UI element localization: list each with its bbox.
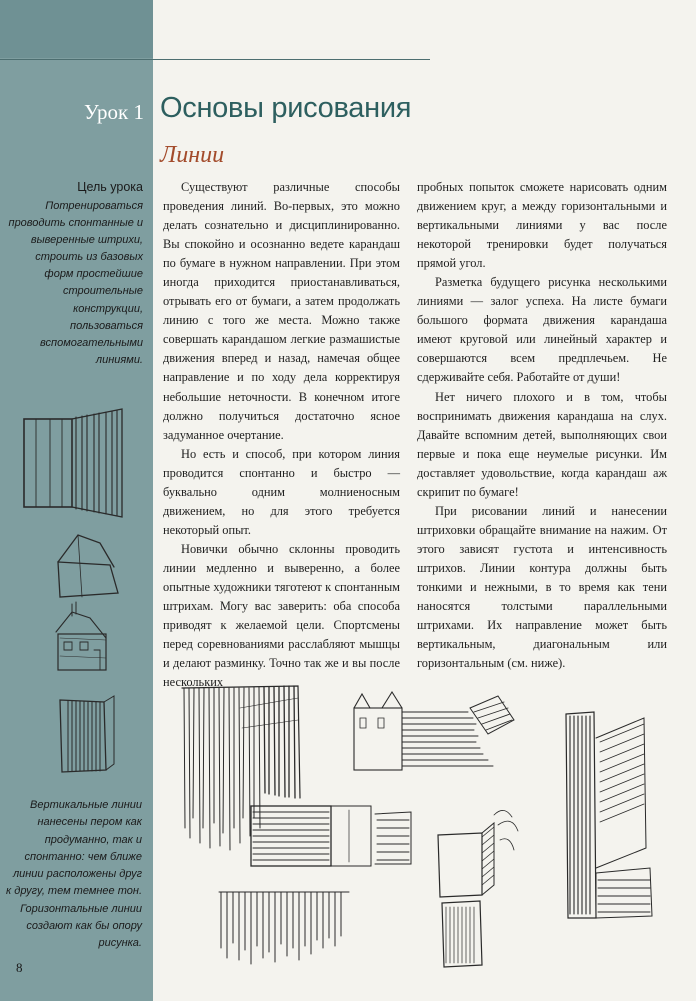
sketch-house-outline <box>48 527 128 602</box>
sketch-box-vertical-lines <box>16 405 136 520</box>
paragraph: Разметка будущего рисунка несколькими линиями — залог успеха. На листе бумаги большого формата движения карандаша имеют круговой или линейный характер и совершаются всем предплечьем. Не сдерживайте себя. Работайте от души! <box>417 275 667 385</box>
sketch-dark-box <box>52 692 122 777</box>
paragraph: При рисовании линий и нанесении штриховки обращайте внимание на нажим. От этого зависят густота и интенсивность штрихов. Линии контура должны быть тонкими и нежными, в то время как тени наносятся толстыми параллельными штрихами. Их направление может быть вертикальным, диагональным или горизонтальным (см. ниже). <box>417 503 667 671</box>
section-subtitle: Линии <box>160 142 225 168</box>
page-number: 8 <box>16 960 23 975</box>
lesson-goal-title: Цель урока <box>77 180 143 194</box>
paragraph: Существуют различные способы проведения линий. Во-первых, это можно делать сознательно и дисциплинированно. Вы спокойно и осознанно ведете карандаш по бумаге в нужном направлении. При этом иногда приходится приостанавливаться, отрывать его от бумаги, а затем продолжать линию с того же места. Можно также совершать карандашом легкие размашистые движения вперед и назад, намечая общее направление и по ходу дела корректируя небольшие неточности. В конечном итоге должно получиться достаточно ясное задуманное очертание. <box>163 180 400 442</box>
sketch-horizontal-hatching-block <box>245 800 415 875</box>
sketch-vertical-lines-strip <box>215 888 355 968</box>
page-title: Основы рисования <box>160 92 412 124</box>
paragraph: пробных попыток сможете нарисовать одним движением круг, а между горизонтальными и вертикальными линиями у вас после некоторой тренировки будет получаться прямой угол. <box>417 180 667 271</box>
illustration-caption: Вертикальные линии нанесены пером как продуманно, так и спонтанно: чем ближе линии расположены друг к другу, тем темнее тон. Горизонтальные линии создают как бы опору рисунка. <box>6 799 142 950</box>
lesson-goal-text: Потренироваться проводить спонтанные и выверенные штрихи, строить из базовых форм простейшие строительные конструкции, пользоваться вспомогательными линиями. <box>8 200 143 366</box>
paragraph: Нет ничего плохого и в том, чтобы воспринимать движения карандаша на слух. Давайте вспомним детей, выполняющих свои первые и пока еще неумелые рисунки. Им доставляет удовольствие, когда карандаш аж скрипит по бумаге! <box>417 389 667 499</box>
sketch-house-detailed <box>50 594 130 674</box>
paragraph: Но есть и способ, при котором линия проводится спонтанно и быстро — буквально одним молниеносным движением, но для этого требуется некоторый опыт. <box>163 446 400 537</box>
sketch-house-horizontal-hatching <box>348 688 518 778</box>
sketch-shaded-cube <box>432 795 542 970</box>
paragraph: Новички обычно склонны проводить линии медленно и выверенно, а более опытные художники тяготеют к спонтанным штрихам. Могу вас заверить: оба способа приводят к желаемой цели. Спортсмены перед соревнованиями расслабляют мышцы и делают разминку. Точно так же и вы после нескольких <box>163 541 400 690</box>
header-rule <box>0 59 430 60</box>
lesson-number: Урок 1 <box>84 100 144 124</box>
text-column-2 <box>417 178 667 673</box>
sketch-dark-columns <box>560 708 660 923</box>
sidebar-header-band <box>0 0 153 58</box>
text-column-1 <box>163 178 400 692</box>
